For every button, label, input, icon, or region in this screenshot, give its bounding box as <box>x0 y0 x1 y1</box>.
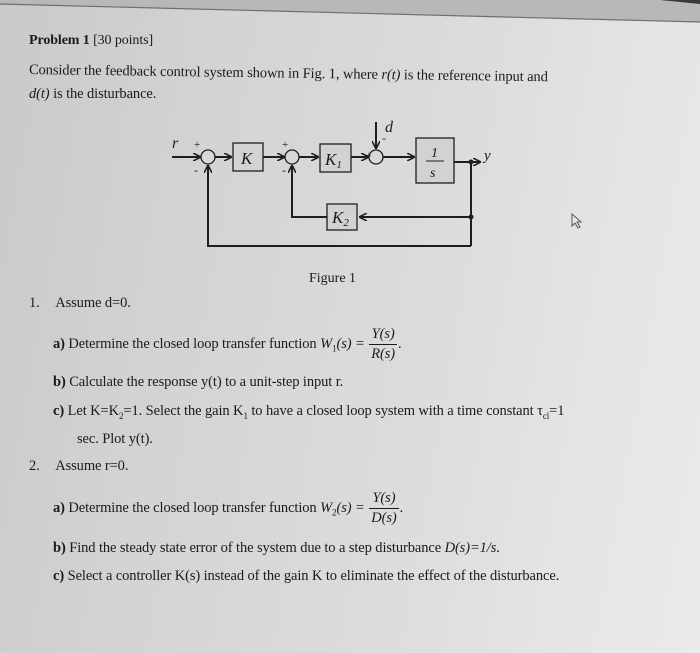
item-label: b) <box>53 374 66 390</box>
item-text: Determine the closed loop transfer function <box>68 335 321 352</box>
label-r: r <box>172 135 179 152</box>
svg-text:1: 1 <box>431 146 438 161</box>
fraction-denominator: R(s) <box>371 346 396 362</box>
item-label: a) <box>53 499 65 516</box>
svg-text:K1: K1 <box>325 150 342 171</box>
svg-text:K2: K2 <box>332 208 349 229</box>
subscript: 1 <box>243 410 248 421</box>
intro-text-b: is the reference input and <box>400 67 548 86</box>
period: . <box>399 499 404 516</box>
section-1-item-b <box>53 374 343 391</box>
intro-line-1 <box>29 62 548 86</box>
label-K: K <box>241 149 253 168</box>
intro-text-a: Consider the feedback control system shown in Fig. 1, where <box>28 62 382 83</box>
fraction-denominator: D(s) <box>371 510 397 526</box>
section-2-heading <box>29 458 128 475</box>
problem-points: [30 points] <box>93 33 154 48</box>
transfer-function-arg: (s) = <box>336 499 365 516</box>
svg-text:+: + <box>194 139 201 151</box>
section-1-item-c <box>53 403 564 421</box>
item-label: b) <box>53 540 66 556</box>
summing-junction-2 <box>285 150 299 164</box>
intro-text-c: is the disturbance. <box>49 86 157 102</box>
svg-text:s: s <box>430 166 436 181</box>
transfer-function-arg: (s) = <box>336 335 365 352</box>
svg-text:-: - <box>194 163 198 177</box>
subscript: cl <box>542 410 550 421</box>
fraction-Y-over-D <box>369 490 398 527</box>
figure-caption: Figure 1 <box>309 271 357 286</box>
item-label: c) <box>53 568 65 584</box>
section-1-item-a <box>53 326 402 363</box>
item-text: =1. Select the gain K <box>123 403 244 419</box>
item-text: to have a closed loop system with a time constant τ <box>247 403 543 419</box>
item-text: Select a controller K(s) instead of the gain K to eliminate the effect of the disturbance. <box>67 568 560 584</box>
intro-line-2 <box>29 86 156 103</box>
item-text: Calculate the response y(t) to a unit-step input r. <box>69 374 344 390</box>
svg-text:-: - <box>282 163 286 177</box>
reference-input-symbol: r(t) <box>381 66 401 84</box>
problem-title <box>29 33 153 49</box>
summing-junction-1 <box>201 150 215 164</box>
item-text: =1 <box>549 403 565 419</box>
section-2-heading-text: Assume r=0. <box>55 458 129 474</box>
problem-title-text: Problem 1 <box>29 33 90 48</box>
section-1-item-c-line2: sec. Plot y(t). <box>77 431 153 447</box>
item-label: a) <box>53 335 65 352</box>
subscript: 2 <box>118 410 124 421</box>
transfer-function-subscript: 2 <box>332 507 337 518</box>
svg-text:-: - <box>382 131 386 145</box>
section-2-item-c <box>53 568 559 585</box>
section-2-number: 2. <box>29 458 40 474</box>
svg-text:+: + <box>282 139 289 151</box>
section-2-item-b <box>53 540 500 557</box>
mouse-cursor-icon <box>570 213 584 229</box>
section-1-heading-text: Assume d=0. <box>55 295 131 311</box>
transfer-function-subscript: 1 <box>332 343 337 354</box>
block-diagram <box>160 110 500 250</box>
disturbance-expression: D(s)=1/s <box>444 540 497 556</box>
item-text: Determine the closed loop transfer function <box>68 499 321 516</box>
period: . <box>496 540 500 556</box>
transfer-function-name: W <box>320 499 333 516</box>
fraction-numerator: Y(s) <box>369 326 397 345</box>
period: . <box>398 335 402 352</box>
fraction-numerator: Y(s) <box>369 490 398 509</box>
item-text: Let K=K <box>67 403 119 419</box>
disturbance-symbol: d(t) <box>29 86 50 102</box>
transfer-function-name: W <box>320 335 333 352</box>
fraction-Y-over-R <box>369 326 397 363</box>
section-1-heading <box>29 295 131 312</box>
section-2-item-a <box>53 490 403 527</box>
label-d: d <box>385 119 393 136</box>
label-y: y <box>484 148 491 164</box>
section-1-number: 1. <box>29 295 40 311</box>
item-label: c) <box>53 403 65 419</box>
svg-text:+: + <box>366 151 372 162</box>
item-text: Find the steady state error of the system due to a step disturbance <box>69 540 445 556</box>
